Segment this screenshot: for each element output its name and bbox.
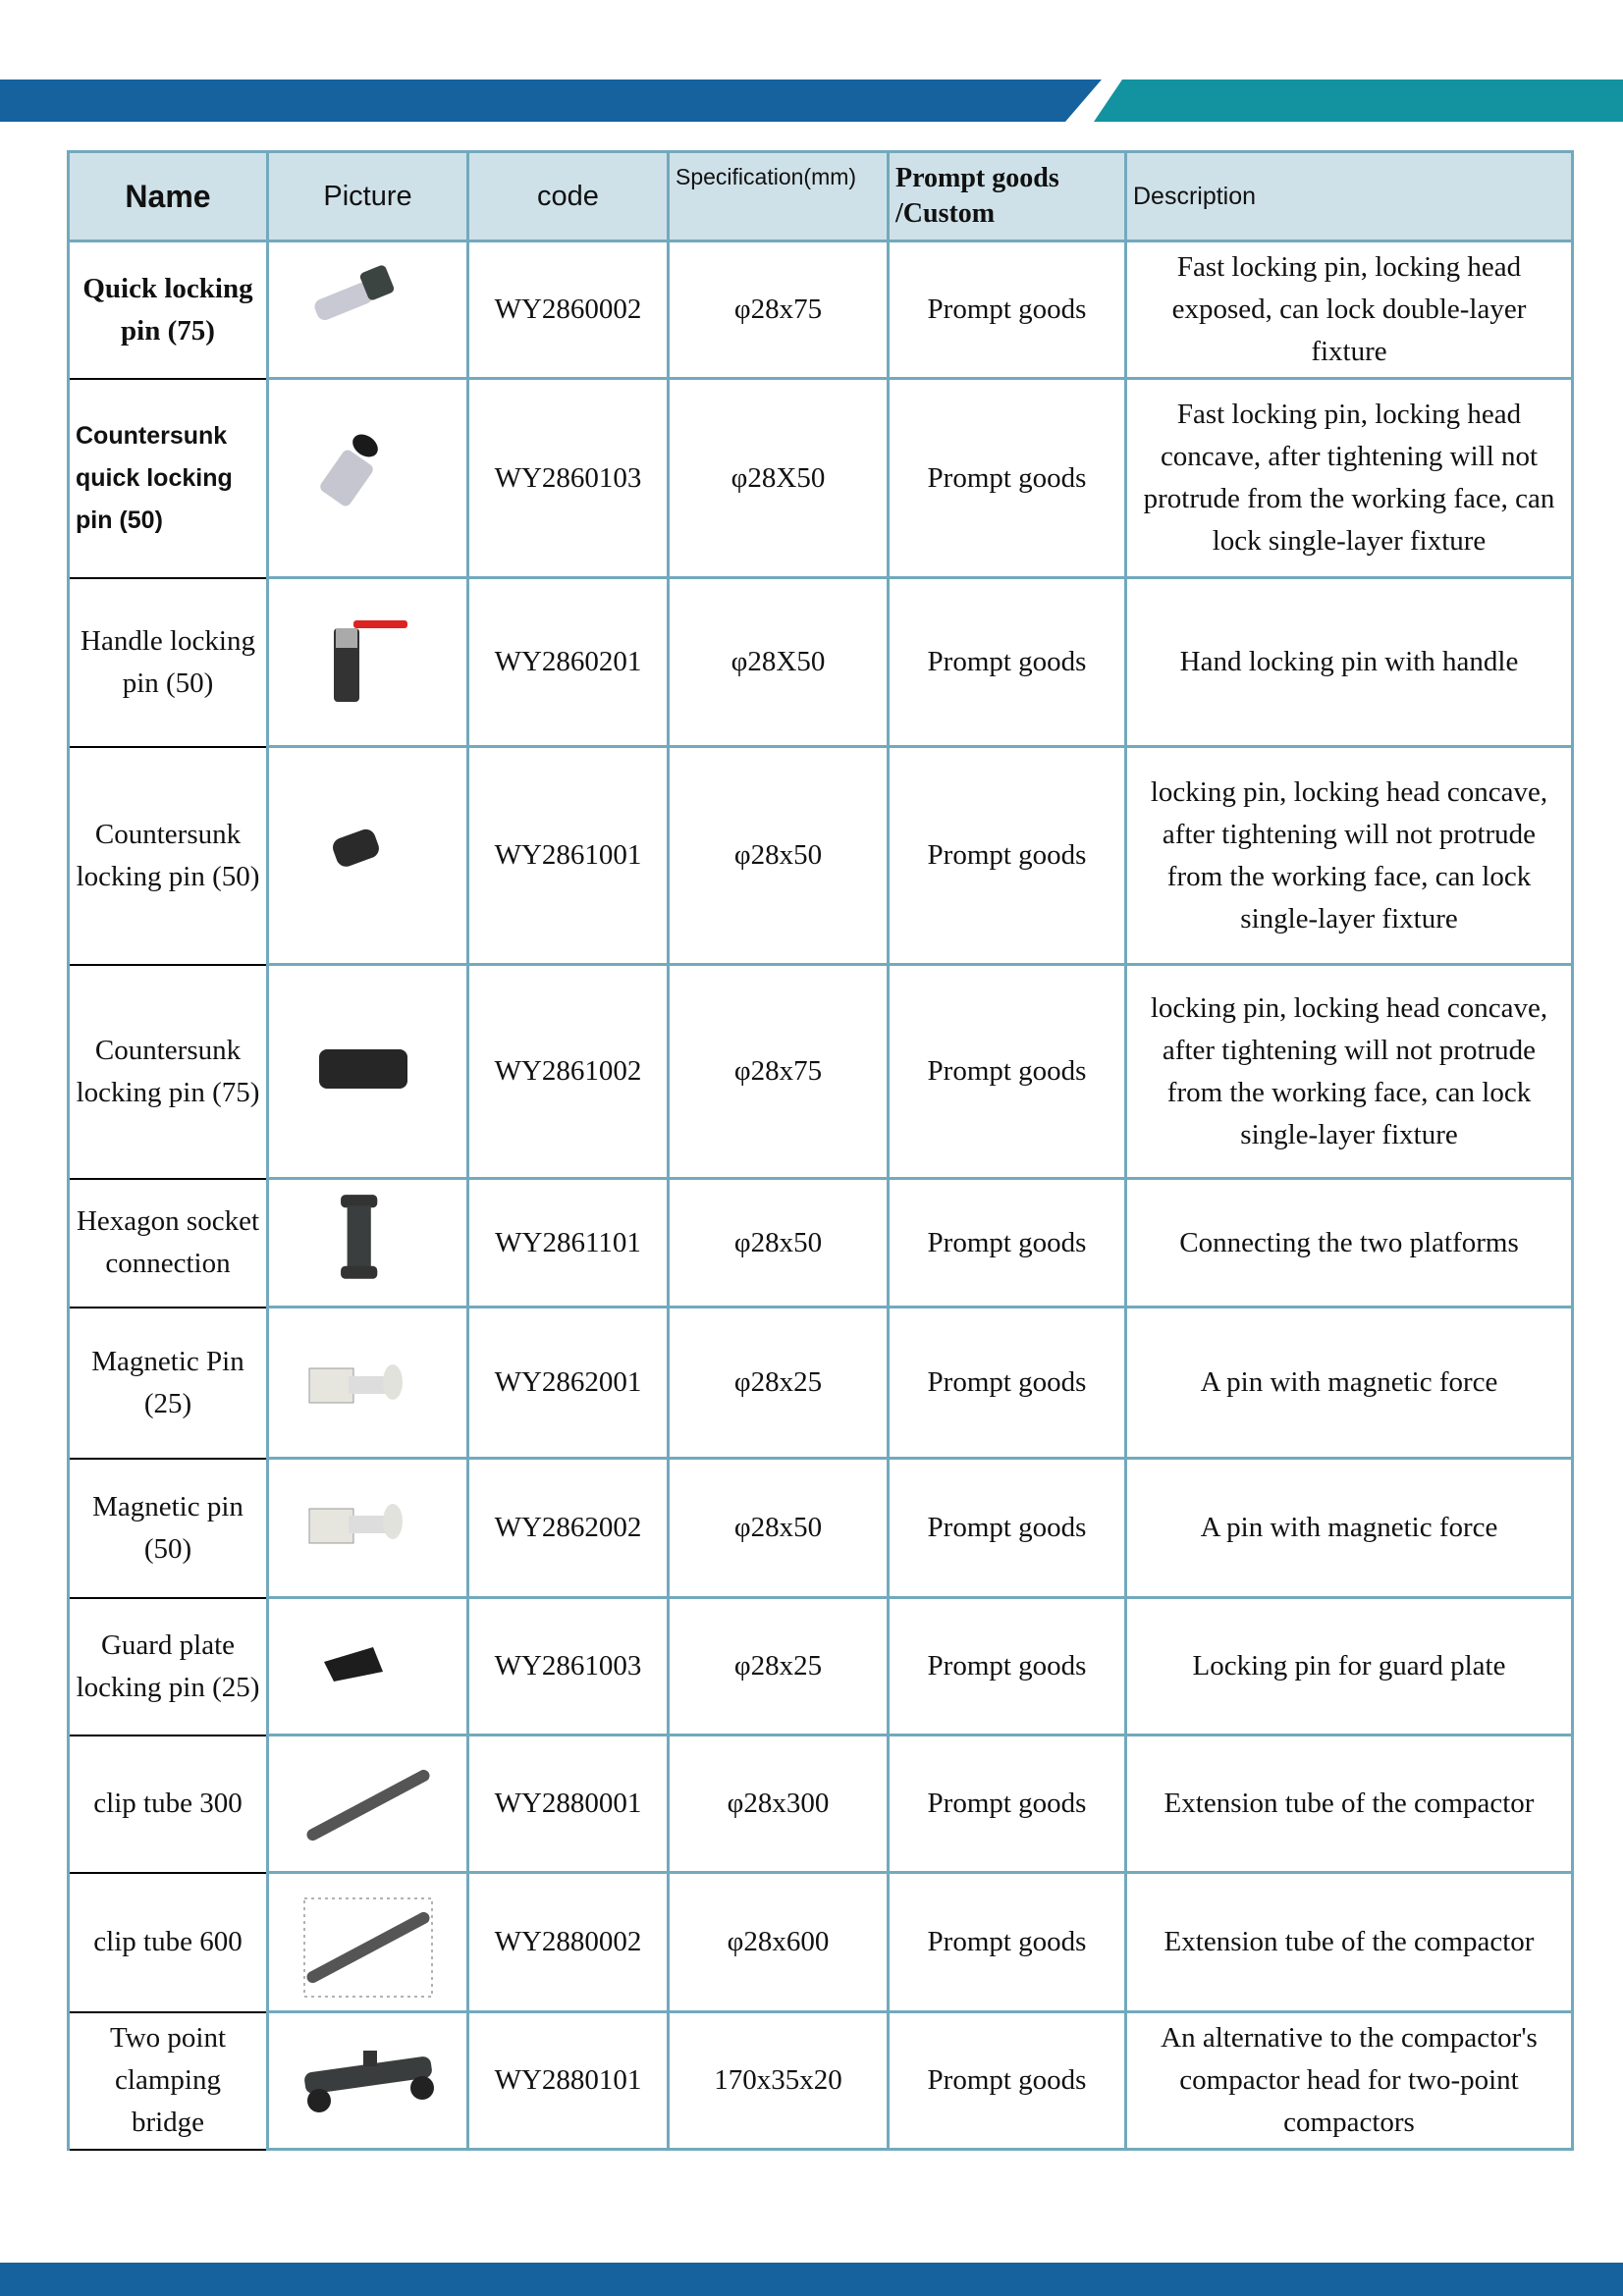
product-status: Prompt goods	[889, 965, 1126, 1179]
product-code: WY2860002	[468, 241, 669, 379]
product-code: WY2861002	[468, 965, 669, 1179]
table-row	[69, 965, 1573, 1179]
product-description: locking pin, locking head concave, after tightening will not protrude from the working face, can lock single-layer fixture	[1126, 965, 1573, 1179]
table-header-row	[69, 152, 1573, 241]
header-picture: Picture	[268, 152, 468, 241]
magnetic-pin-25-image	[285, 1319, 452, 1447]
product-description: A pin with magnetic force	[1126, 1459, 1573, 1598]
product-name: Quick locking pin (75)	[69, 241, 268, 379]
product-spec: φ28x50	[669, 1459, 889, 1598]
product-status: Prompt goods	[889, 1598, 1126, 1735]
product-description: Fast locking pin, locking head exposed, can lock double-layer fixture	[1126, 241, 1573, 379]
product-code: WY2880002	[468, 1873, 669, 2012]
product-status: Prompt goods	[889, 379, 1126, 578]
product-spec: φ28x25	[669, 1598, 889, 1735]
header-specification: Specification(mm)	[669, 152, 889, 241]
product-name: Countersunk quick locking pin (50)	[69, 379, 268, 578]
product-picture	[268, 1873, 468, 2012]
product-description: Extension tube of the compactor	[1126, 1873, 1573, 2012]
product-spec: φ28x50	[669, 747, 889, 965]
product-code: WY2861003	[468, 1598, 669, 1735]
magnetic-pin-50-image	[285, 1465, 452, 1592]
product-name: Hexagon socket connection	[69, 1179, 268, 1308]
product-picture	[268, 1459, 468, 1598]
product-description: Extension tube of the compactor	[1126, 1735, 1573, 1873]
product-picture	[268, 2012, 468, 2150]
product-picture	[268, 747, 468, 965]
table-row	[69, 241, 1573, 379]
table-row	[69, 578, 1573, 747]
product-name: Handle locking pin (50)	[69, 578, 268, 747]
hexagon-socket-connection-image	[285, 1184, 452, 1303]
product-name: Magnetic pin (50)	[69, 1459, 268, 1598]
product-spec: φ28x600	[669, 1873, 889, 2012]
product-name: Magnetic Pin (25)	[69, 1308, 268, 1459]
product-table	[67, 150, 1574, 2151]
product-status: Prompt goods	[889, 2012, 1126, 2150]
product-picture	[268, 1598, 468, 1735]
product-code: WY2860201	[468, 578, 669, 747]
product-status: Prompt goods	[889, 1735, 1126, 1873]
product-description: Hand locking pin with handle	[1126, 578, 1573, 747]
product-description: locking pin, locking head concave, after tightening will not protrude from the working face, can lock single-layer fixture	[1126, 747, 1573, 965]
product-name: clip tube 600	[69, 1873, 268, 2012]
product-code: WY2862001	[468, 1308, 669, 1459]
product-spec: 170x35x20	[669, 2012, 889, 2150]
product-description: Connecting the two platforms	[1126, 1179, 1573, 1308]
table-row	[69, 379, 1573, 578]
countersunk-locking-pin-50-image	[285, 792, 452, 920]
guard-plate-locking-pin-image	[285, 1603, 452, 1731]
header-prompt-custom: Prompt goods /Custom	[889, 152, 1126, 241]
product-name: Countersunk locking pin (75)	[69, 965, 268, 1179]
product-description: A pin with magnetic force	[1126, 1308, 1573, 1459]
two-point-clamping-bridge-image	[285, 2017, 452, 2145]
product-status: Prompt goods	[889, 1873, 1126, 2012]
table-row	[69, 1735, 1573, 1873]
product-description: An alternative to the compactor's compactor head for two-point compactors	[1126, 2012, 1573, 2150]
product-name: Guard plate locking pin (25)	[69, 1598, 268, 1735]
product-spec: φ28x300	[669, 1735, 889, 1873]
product-code: WY2860103	[468, 379, 669, 578]
product-picture	[268, 1735, 468, 1873]
countersunk-quick-locking-pin-image	[285, 414, 452, 542]
product-status: Prompt goods	[889, 1459, 1126, 1598]
product-code: WY2861101	[468, 1179, 669, 1308]
product-description: Locking pin for guard plate	[1126, 1598, 1573, 1735]
product-spec: φ28X50	[669, 578, 889, 747]
table-row	[69, 2012, 1573, 2150]
footer-band	[0, 2263, 1623, 2296]
product-picture	[268, 965, 468, 1179]
product-spec: φ28x50	[669, 1179, 889, 1308]
product-code: WY2861001	[468, 747, 669, 965]
product-code: WY2862002	[468, 1459, 669, 1598]
header-name: Name	[69, 152, 268, 241]
product-name: Countersunk locking pin (50)	[69, 747, 268, 965]
product-picture	[268, 1308, 468, 1459]
product-spec: φ28x75	[669, 965, 889, 1179]
countersunk-locking-pin-75-image	[285, 1008, 452, 1136]
handle-locking-pin-image	[285, 599, 452, 726]
table-row	[69, 1459, 1573, 1598]
table-row	[69, 1598, 1573, 1735]
product-name: clip tube 300	[69, 1735, 268, 1873]
quick-locking-pin-75-image	[285, 246, 452, 374]
product-picture	[268, 1179, 468, 1308]
product-picture	[268, 379, 468, 578]
clip-tube-600-image	[285, 1879, 452, 2006]
header-code: code	[468, 152, 669, 241]
product-description: Fast locking pin, locking head concave, after tightening will not protrude from the working face, can lock single-layer fixture	[1126, 379, 1573, 578]
header-band	[0, 80, 1623, 122]
header-description: Description	[1126, 152, 1573, 241]
product-spec: φ28X50	[669, 379, 889, 578]
table-row	[69, 747, 1573, 965]
table-row	[69, 1873, 1573, 2012]
product-status: Prompt goods	[889, 1179, 1126, 1308]
product-code: WY2880001	[468, 1735, 669, 1873]
product-code: WY2880101	[468, 2012, 669, 2150]
table-row	[69, 1308, 1573, 1459]
product-spec: φ28x25	[669, 1308, 889, 1459]
product-status: Prompt goods	[889, 747, 1126, 965]
product-status: Prompt goods	[889, 578, 1126, 747]
product-name: Two point clamping bridge	[69, 2012, 268, 2150]
product-status: Prompt goods	[889, 241, 1126, 379]
table-row	[69, 1179, 1573, 1308]
product-status: Prompt goods	[889, 1308, 1126, 1459]
product-picture	[268, 241, 468, 379]
product-picture	[268, 578, 468, 747]
product-spec: φ28x75	[669, 241, 889, 379]
clip-tube-300-image	[285, 1740, 452, 1868]
